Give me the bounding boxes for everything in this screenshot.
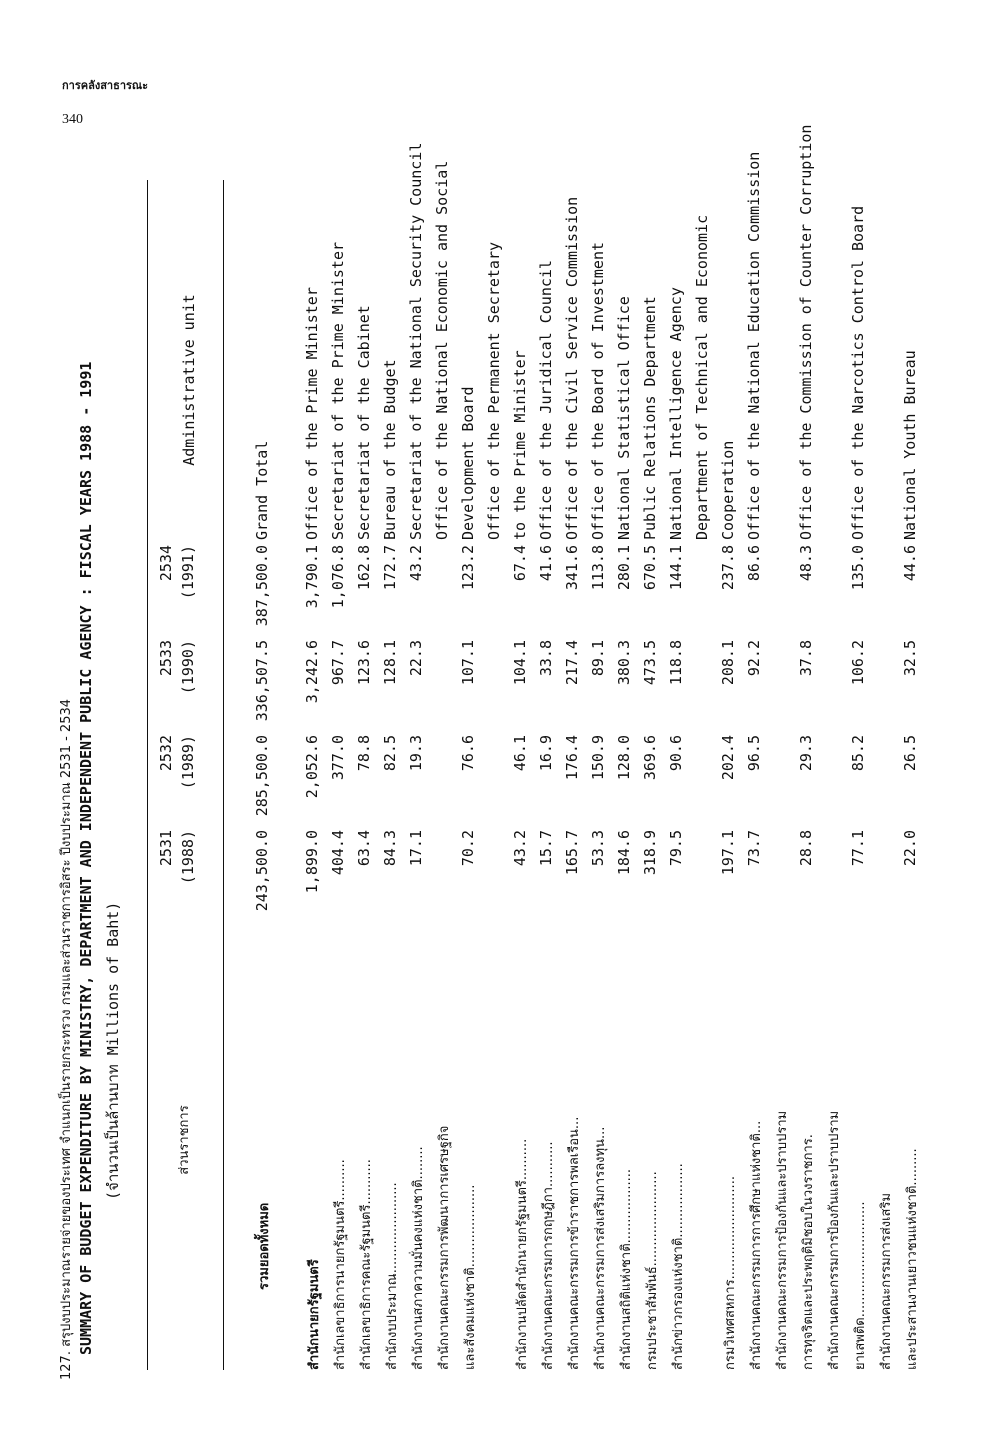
table-row	[251, 180, 277, 1400]
value-1989: 19.3	[407, 735, 425, 772]
value-1988: 17.1	[407, 830, 425, 867]
rotated-table-sheet	[55, 124, 920, 1400]
agency-name-thai: สำนักงานคณะกรรมการกฤษฎีกา...........	[541, 1141, 556, 1370]
table-title-thai: 127. สรุปงบประมาณรายจ่ายของประเทศ จำแนกเป็นรายกระทรวง กรมและส่วนราชการอิสระ ปีงบประมาณ 2531 - 2534	[59, 698, 74, 1380]
value-1988: 77.1	[849, 830, 867, 867]
agency-name-thai: สำนักงานคณะกรรมการป้องกันและปราบปราม	[827, 1110, 842, 1370]
value-1991: 3,790.1	[303, 545, 321, 609]
administrative-unit-english: Office of the National Education Commission	[745, 151, 763, 540]
value-1991: 172.7	[381, 545, 399, 591]
table-row	[457, 180, 483, 1400]
value-1989: 369.6	[641, 735, 659, 781]
value-1988: 318.9	[641, 830, 659, 876]
agency-name-thai: กรมประชาสัมพันธ์.......................	[645, 1171, 660, 1370]
column-header-year-1990	[155, 640, 199, 730]
value-1990: 33.8	[537, 640, 555, 677]
agency-name-thai: สำนักงานคณะกรรมการส่งเสริมการลงทุน...	[593, 1126, 608, 1370]
value-1991: 43.2	[407, 545, 425, 582]
value-1991: 280.1	[615, 545, 633, 591]
administrative-unit-english: Office of the Narcotics Control Board	[849, 205, 867, 540]
year-en: (1991)	[179, 545, 197, 600]
administrative-unit-english: National Intelligence Agency	[667, 287, 685, 540]
table-row	[535, 180, 561, 1400]
agency-name-thai: สำนักงานคณะกรรมการข้าราชการพลเรือน...	[567, 1116, 582, 1370]
value-1989: 285,500.0	[253, 735, 271, 817]
value-1991: 41.6	[537, 545, 555, 582]
administrative-unit-english: Office of the Commission of Counter Corruption	[797, 124, 815, 540]
table-row	[587, 180, 613, 1400]
value-1990: 380.3	[615, 640, 633, 686]
value-1990: 89.1	[589, 640, 607, 677]
table-row	[353, 180, 379, 1400]
value-1991: 44.6	[901, 545, 919, 582]
table-row	[691, 180, 717, 1400]
year-en: (1990)	[179, 640, 197, 695]
value-1988: 404.4	[329, 830, 347, 876]
value-1988: 53.3	[589, 830, 607, 867]
value-1988: 22.0	[901, 830, 919, 867]
year-th: 2532	[157, 735, 175, 772]
table-row	[821, 180, 847, 1400]
administrative-unit-english: Cooperation	[719, 440, 737, 540]
value-1988: 28.8	[797, 830, 815, 867]
table-row	[327, 180, 353, 1400]
value-1991: 144.1	[667, 545, 685, 591]
table-row	[873, 180, 899, 1400]
value-1989: 2,052.6	[303, 735, 321, 799]
value-1989: 85.2	[849, 735, 867, 772]
agency-name-thai: การทุจริตและประพฤติมิชอบในวงราชการ.	[801, 1134, 816, 1370]
agency-name-thai: สำนักงานคณะกรรมการป้องกันและปราบปราม	[775, 1110, 790, 1370]
administrative-unit-english: Office of the Civil Service Commission	[563, 196, 581, 540]
table-row	[743, 151, 769, 1400]
value-1989: 202.4	[719, 735, 737, 781]
agency-name-thai: สำนักเลขาธิการนายกรัฐมนตรี..........	[333, 1159, 348, 1370]
agency-name-thai: และสังคมแห่งชาติ....................	[463, 1184, 478, 1370]
value-1991: 67.4	[511, 545, 529, 582]
value-1988: 15.7	[537, 830, 555, 867]
value-1990: 208.1	[719, 640, 737, 686]
table-row	[301, 180, 327, 1400]
value-1990: 128.1	[381, 640, 399, 686]
value-1988: 79.5	[667, 830, 685, 867]
header-rule	[223, 180, 224, 1370]
administrative-unit-english: to the Prime Minister	[511, 350, 529, 540]
value-1988: 73.7	[745, 830, 763, 867]
value-1990: 107.1	[459, 640, 477, 686]
value-1991: 387,500.0	[253, 545, 271, 627]
table-row	[639, 180, 665, 1400]
administrative-unit-english: Development Board	[459, 386, 477, 540]
agency-name-thai: สำนักงานคณะกรรมการพัฒนาการเศรษฐกิจ	[437, 1125, 452, 1370]
value-1988: 165.7	[563, 830, 581, 876]
administrative-unit-english: Bureau of the Budget	[381, 359, 399, 540]
agency-name-thai: และประสานงานเยาวชนแห่งชาติ.........	[905, 1148, 920, 1370]
value-1991: 162.8	[355, 545, 373, 591]
administrative-unit-english: National Youth Bureau	[901, 350, 919, 540]
value-1990: 3,242.6	[303, 640, 321, 704]
value-1990: 217.4	[563, 640, 581, 686]
page-number: 340	[62, 112, 83, 127]
value-1990: 967.7	[329, 640, 347, 686]
table-row	[379, 180, 405, 1400]
value-1991: 48.3	[797, 545, 815, 582]
value-1989: 96.5	[745, 735, 763, 772]
value-1990: 22.3	[407, 640, 425, 677]
value-1991: 237.8	[719, 545, 737, 591]
value-1988: 70.2	[459, 830, 477, 867]
value-1991: 670.5	[641, 545, 659, 591]
table-row	[509, 180, 535, 1400]
agency-name-thai: สำนักข่าวกรองแห่งชาติ..................	[671, 1163, 686, 1370]
year-en: (1989)	[179, 735, 197, 790]
value-1990: 92.2	[745, 640, 763, 677]
table-title-english: SUMMARY OF BUDGET EXPENDITURE BY MINISTRY, DEPARTMENT AND INDEPENDENT PUBLIC AGENCY : FISCAL YEARS 1988 - 1991	[77, 361, 95, 1355]
value-1989: 377.0	[329, 735, 347, 781]
agency-name-thai: สำนักงานปลัดสำนักนายกรัฐมนตรี..........	[515, 1138, 530, 1370]
year-th: 2531	[157, 830, 175, 867]
table-row	[795, 124, 821, 1400]
value-1988: 84.3	[381, 830, 399, 867]
table-row	[405, 142, 431, 1400]
table-row	[769, 180, 795, 1400]
column-header-administrative-unit: Administrative unit	[180, 294, 198, 466]
administrative-unit-english: Office of the Permanent Secretary	[485, 241, 503, 540]
table-row	[847, 180, 873, 1400]
value-1988: 197.1	[719, 830, 737, 876]
table-units-note: (จำนวนเป็นล้านบาท Millions of Baht)	[104, 901, 122, 1200]
year-en: (1988)	[179, 830, 197, 885]
value-1988: 63.4	[355, 830, 373, 867]
agency-name-thai: สำนักงานคณะกรรมการส่งเสริม	[879, 1192, 894, 1370]
value-1990: 118.8	[667, 640, 685, 686]
value-1989: 150.9	[589, 735, 607, 781]
table-row	[899, 180, 925, 1400]
column-header-year-1991	[155, 545, 199, 635]
top-rule	[147, 180, 148, 1370]
value-1990: 473.5	[641, 640, 659, 686]
value-1990: 104.1	[511, 640, 529, 686]
administrative-unit-english: Secretariat of the Cabinet	[355, 305, 373, 540]
value-1991: 113.8	[589, 545, 607, 591]
value-1989: 16.9	[537, 735, 555, 772]
administrative-unit-english: Secretariat of the Prime Minister	[329, 241, 347, 540]
table-row	[613, 180, 639, 1400]
value-1988: 43.2	[511, 830, 529, 867]
value-1991: 1,076.8	[329, 545, 347, 609]
running-header: การคลังสาธารณะ	[62, 79, 149, 92]
column-header-agency: ส่วนราชการ	[177, 1105, 192, 1175]
value-1988: 1,899.0	[303, 830, 321, 894]
agency-name-thai: สำนักงานสถิติแห่งชาติ..................	[619, 1168, 634, 1370]
value-1989: 82.5	[381, 735, 399, 772]
column-header-year-1988	[155, 830, 199, 920]
table-row	[483, 180, 509, 1400]
value-1989: 128.0	[615, 735, 633, 781]
agency-name-thai: สำนักนายกรัฐมนตรี	[307, 1259, 322, 1370]
value-1988: 243,500.0	[253, 830, 271, 912]
value-1989: 78.8	[355, 735, 373, 772]
table-row	[665, 180, 691, 1400]
administrative-unit-english: Public Relations Department	[641, 296, 659, 540]
administrative-unit-english: Office of the Board of Investment	[589, 241, 607, 540]
table-row	[717, 180, 743, 1400]
agency-name-thai: สำนักเลขาธิการคณะรัฐมนตรี...........	[359, 1159, 374, 1370]
agency-name-thai: ยาเสพติด............................	[853, 1201, 868, 1370]
value-1991: 123.2	[459, 545, 477, 591]
value-1989: 176.4	[563, 735, 581, 781]
value-1989: 46.1	[511, 735, 529, 772]
administrative-unit-english: National Statistical Office	[615, 296, 633, 540]
value-1990: 37.8	[797, 640, 815, 677]
value-1988: 184.6	[615, 830, 633, 876]
value-1990: 336,507.5	[253, 640, 271, 722]
column-header-year-1989	[155, 735, 199, 825]
value-1990: 106.2	[849, 640, 867, 686]
agency-name-thai: สำนักงบประมาณ......................	[385, 1182, 400, 1370]
value-1991: 86.6	[745, 545, 763, 582]
value-1989: 29.3	[797, 735, 815, 772]
value-1990: 123.6	[355, 640, 373, 686]
value-1991: 135.0	[849, 545, 867, 591]
administrative-unit-english: Office of the Juridical Council	[537, 260, 555, 540]
value-1989: 76.6	[459, 735, 477, 772]
value-1990: 32.5	[901, 640, 919, 677]
year-th: 2533	[157, 640, 175, 677]
value-1989: 26.5	[901, 735, 919, 772]
value-1991: 341.6	[563, 545, 581, 591]
agency-name-thai: สำนักงานคณะกรรมการการศึกษาแห่งชาติ...	[749, 1120, 764, 1370]
agency-name-thai: สำนักงานสภาความมั่นคงแห่งชาติ........	[411, 1146, 426, 1370]
table-row	[561, 180, 587, 1400]
table-row	[431, 160, 457, 1400]
year-th: 2534	[157, 545, 175, 582]
agency-name-thai: กรมวิเทศสหการ.........................	[723, 1176, 738, 1370]
administrative-unit-english: Secretariat of the National Security Council	[407, 142, 425, 540]
administrative-unit-english: Grand Total	[253, 440, 271, 540]
agency-name-thai: รวมยอดทั้งหมด	[257, 1202, 272, 1290]
administrative-unit-english: Office of the Prime Minister	[303, 287, 321, 540]
administrative-unit-english: Department of Technical and Economic	[693, 214, 711, 540]
value-1989: 90.6	[667, 735, 685, 772]
administrative-unit-english: Office of the National Economic and Social	[433, 160, 451, 540]
